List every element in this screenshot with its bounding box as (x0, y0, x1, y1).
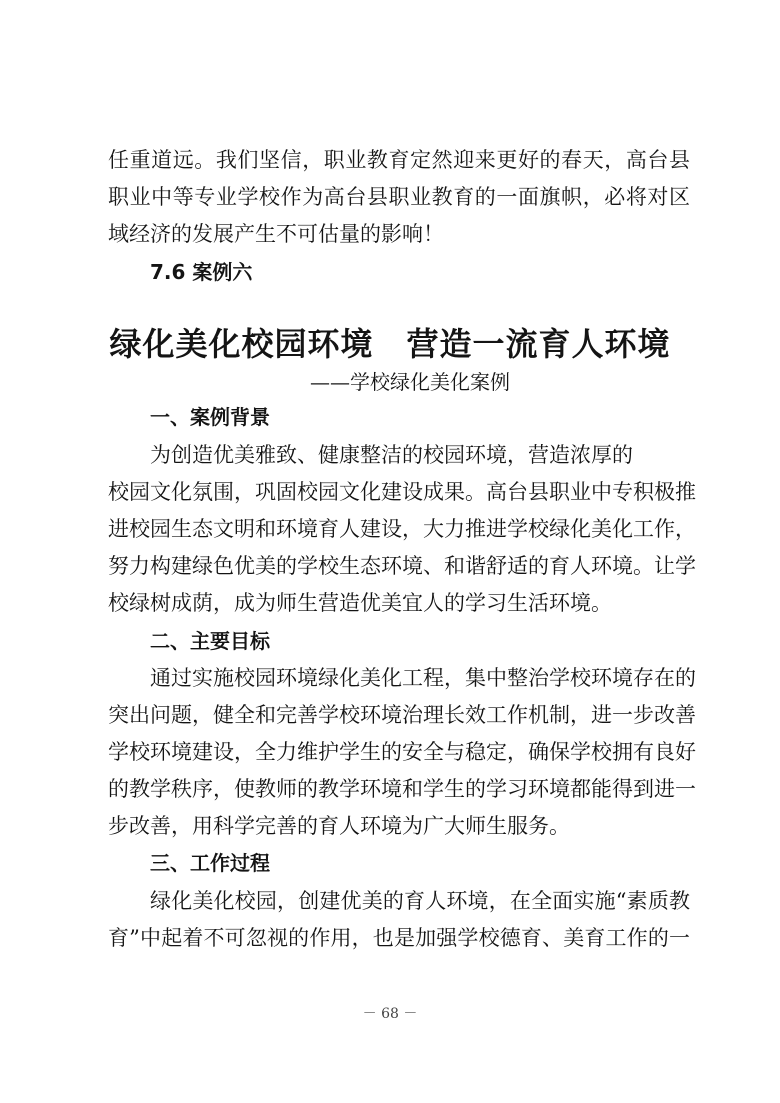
document-subtitle: ——学校绿化美化案例 (310, 370, 510, 394)
paragraph-line: 为创造优美雅致、健康整洁的校园环境，营造浓厚的 (150, 443, 633, 467)
section-heading-goals: 二、主要目标 (150, 629, 270, 653)
intro-line-1: 任重道远。我们坚信，职业教育定然迎来更好的春天，高台县 (108, 148, 690, 172)
page-number: － 68 － (362, 1006, 418, 1022)
case-heading: 7.6 案例六 (150, 260, 253, 284)
paragraph-line: 校绿树成荫，成为师生营造优美宜人的学习生活环境。 (108, 591, 612, 615)
paragraph-line: 努力构建绿色优美的学校生态环境、和谐舒适的育人环境。让学 (108, 554, 696, 578)
paragraph-line: 绿化美化校园，创建优美的育人环境，在全面实施“素质教 (150, 889, 690, 913)
paragraph-line: 的教学秩序，使教师的教学环境和学生的学习环境都能得到进一 (108, 777, 696, 801)
intro-line-3: 域经济的发展产生不可估量的影响！ (108, 222, 444, 246)
section-heading-process: 三、工作过程 (150, 851, 270, 875)
paragraph-line: 学校环境建设，全力维护学生的安全与稳定，确保学校拥有良好 (108, 740, 696, 764)
paragraph-line: 进校园生态文明和环境育人建设，大力推进学校绿化美化工作， (108, 517, 696, 541)
intro-line-2: 职业中等专业学校作为高台县职业教育的一面旗帜，必将对区 (108, 185, 690, 209)
paragraph-line: 育”中起着不可忽视的作用，也是加强学校德育、美育工作的一 (108, 926, 690, 950)
paragraph-line: 通过实施校园环境绿化美化工程，集中整治学校环境存在的 (150, 666, 696, 690)
paragraph-line: 突出问题，健全和完善学校环境治理长效工作机制，进一步改善 (108, 703, 696, 727)
document-title: 绿化美化校园环境 营造一流育人环境 (109, 325, 671, 363)
paragraph-line: 校园文化氛围，巩固校园文化建设成果。高台县职业中专积极推 (108, 480, 696, 504)
section-heading-background: 一、案例背景 (150, 405, 270, 429)
paragraph-line: 步改善，用科学完善的育人环境为广大师生服务。 (108, 814, 570, 838)
